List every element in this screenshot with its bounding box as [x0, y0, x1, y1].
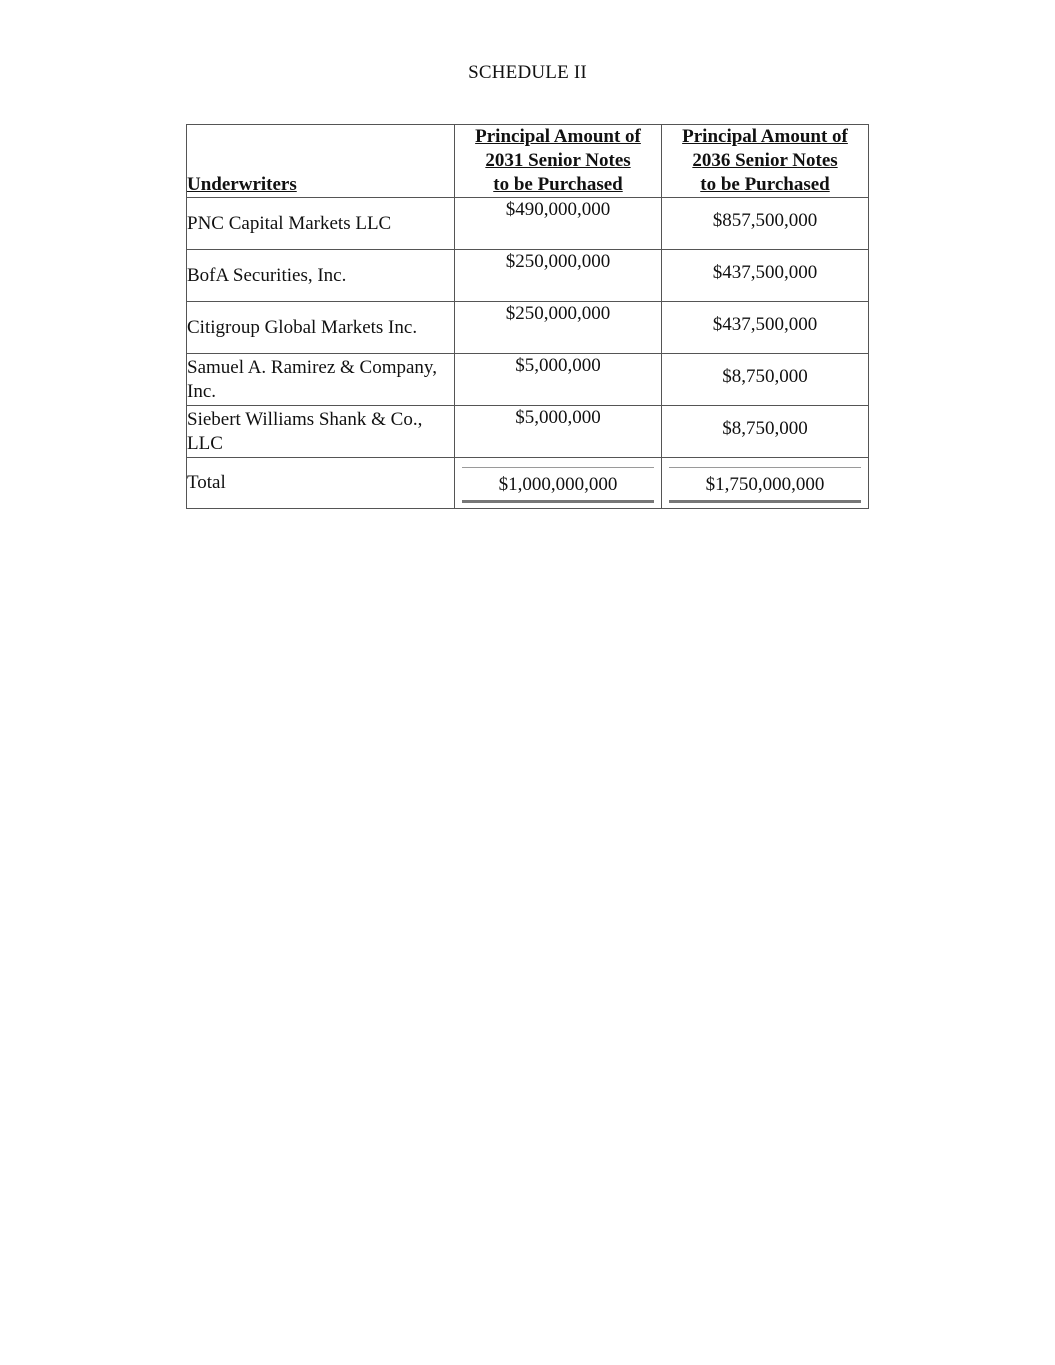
amount-2031-cell: $250,000,000 — [455, 250, 662, 302]
table-row — [187, 406, 869, 458]
underwriter-name: Siebert Williams Shank & Co., LLC — [187, 406, 455, 458]
amount-2036-cell: $437,500,000 — [662, 250, 869, 302]
underwriters-column-header: Underwriters — [187, 125, 455, 198]
header-2031-line: Principal Amount of — [475, 126, 641, 147]
amount-2036-cell: $437,500,000 — [662, 302, 869, 354]
underwriter-name: PNC Capital Markets LLC — [187, 198, 455, 250]
table-row — [187, 354, 869, 406]
underwriter-name: Samuel A. Ramirez & Company, Inc. — [187, 354, 455, 406]
amount-2036-cell: $857,500,000 — [662, 198, 869, 250]
amount-2031-cell: $250,000,000 — [455, 302, 662, 354]
amount-2031-cell: $5,000,000 — [455, 354, 662, 406]
table-row — [187, 198, 869, 250]
total-2036-cell — [662, 458, 869, 509]
header-2031-line: to be Purchased — [493, 174, 623, 195]
total-row — [187, 458, 869, 509]
underwriter-name: BofA Securities, Inc. — [187, 250, 455, 302]
header-2036-line: to be Purchased — [700, 174, 830, 195]
table-header-row — [187, 125, 869, 198]
underwriter-name: Citigroup Global Markets Inc. — [187, 302, 455, 354]
amount-2031-cell: $490,000,000 — [455, 198, 662, 250]
total-2031-amount: $1,000,000,000 — [462, 467, 654, 503]
underwriters-table — [186, 124, 869, 509]
page-title: SCHEDULE II — [468, 62, 587, 83]
amount-2036-cell: $8,750,000 — [662, 354, 869, 406]
total-2031-cell — [455, 458, 662, 509]
total-2036-amount: $1,750,000,000 — [669, 467, 861, 503]
amount-2036-cell: $8,750,000 — [662, 406, 869, 458]
table-row — [187, 250, 869, 302]
principal-2036-column-header — [662, 125, 869, 198]
header-2036-line: 2036 Senior Notes — [692, 150, 838, 171]
header-2036-line: Principal Amount of — [682, 126, 848, 147]
total-label: Total — [187, 458, 455, 509]
amount-2031-cell: $5,000,000 — [455, 406, 662, 458]
header-2031-line: 2031 Senior Notes — [485, 150, 631, 171]
table-row — [187, 302, 869, 354]
principal-2031-column-header — [455, 125, 662, 198]
